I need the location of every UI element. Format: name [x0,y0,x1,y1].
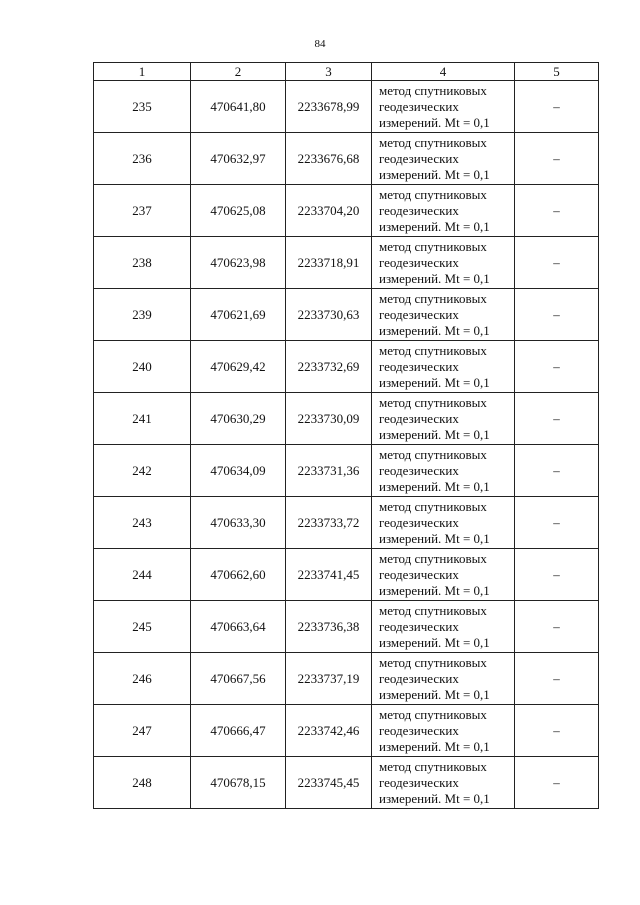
method-line-1: метод спутниковых [379,186,487,202]
point-number-cell: 238 [94,237,191,289]
method-line-3: измерений. Mt = 0,1 [379,426,490,442]
note-cell: – [515,757,599,809]
note-cell: – [515,653,599,705]
note-cell: – [515,341,599,393]
note-cell: – [515,601,599,653]
x-coordinate-cell: 470625,08 [191,185,286,237]
point-number-cell: 244 [94,549,191,601]
method-cell [372,705,515,757]
x-coordinate-cell: 470629,42 [191,341,286,393]
method-line-3: измерений. Mt = 0,1 [379,582,490,598]
x-coordinate-cell: 470623,98 [191,237,286,289]
method-cell [372,341,515,393]
method-line-2: геодезических [379,358,459,374]
column-header-4: 4 [372,63,515,81]
method-line-2: геодезических [379,566,459,582]
method-line-1: метод спутниковых [379,446,487,462]
y-coordinate-cell: 2233730,09 [286,393,372,445]
y-coordinate-cell: 2233718,91 [286,237,372,289]
method-line-3: измерений. Mt = 0,1 [379,634,490,650]
y-coordinate-cell: 2233676,68 [286,133,372,185]
y-coordinate-cell: 2233733,72 [286,497,372,549]
method-line-1: метод спутниковых [379,394,487,410]
method-cell [372,653,515,705]
method-cell [372,549,515,601]
method-line-2: геодезических [379,514,459,530]
method-line-2: геодезических [379,202,459,218]
method-cell [372,133,515,185]
table-row [94,289,599,341]
point-number-cell: 246 [94,653,191,705]
method-line-2: геодезических [379,670,459,686]
note-cell: – [515,497,599,549]
point-number-cell: 235 [94,81,191,133]
method-line-1: метод спутниковых [379,706,487,722]
note-cell: – [515,81,599,133]
x-coordinate-cell: 470641,80 [191,81,286,133]
method-line-1: метод спутниковых [379,82,487,98]
method-line-2: геодезических [379,410,459,426]
method-line-2: геодезических [379,98,459,114]
point-number-cell: 248 [94,757,191,809]
method-line-1: метод спутниковых [379,290,487,306]
method-line-2: геодезических [379,618,459,634]
y-coordinate-cell: 2233730,63 [286,289,372,341]
method-line-2: геодезических [379,722,459,738]
x-coordinate-cell: 470666,47 [191,705,286,757]
method-line-1: метод спутниковых [379,602,487,618]
y-coordinate-cell: 2233732,69 [286,341,372,393]
method-cell [372,497,515,549]
table-row [94,81,599,133]
table-row [94,653,599,705]
table-row [94,341,599,393]
y-coordinate-cell: 2233704,20 [286,185,372,237]
note-cell: – [515,445,599,497]
column-header-1: 1 [94,63,191,81]
x-coordinate-cell: 470630,29 [191,393,286,445]
table-row [94,705,599,757]
page-number: 84 [314,38,326,50]
x-coordinate-cell: 470621,69 [191,289,286,341]
method-line-1: метод спутниковых [379,238,487,254]
method-line-3: измерений. Mt = 0,1 [379,478,490,494]
table-row [94,133,599,185]
method-cell [372,445,515,497]
method-line-1: метод спутниковых [379,498,487,514]
method-line-3: измерений. Mt = 0,1 [379,270,490,286]
point-number-cell: 237 [94,185,191,237]
x-coordinate-cell: 470663,64 [191,601,286,653]
table-header-row [94,63,599,81]
y-coordinate-cell: 2233737,19 [286,653,372,705]
method-cell [372,237,515,289]
table-row [94,445,599,497]
point-number-cell: 240 [94,341,191,393]
method-line-3: измерений. Mt = 0,1 [379,530,490,546]
x-coordinate-cell: 470678,15 [191,757,286,809]
table-row [94,185,599,237]
column-header-2: 2 [191,63,286,81]
y-coordinate-cell: 2233742,46 [286,705,372,757]
column-header-5: 5 [515,63,599,81]
point-number-cell: 242 [94,445,191,497]
method-cell [372,757,515,809]
note-cell: – [515,185,599,237]
x-coordinate-cell: 470632,97 [191,133,286,185]
method-line-2: геодезических [379,150,459,166]
method-cell [372,81,515,133]
method-line-1: метод спутниковых [379,550,487,566]
y-coordinate-cell: 2233678,99 [286,81,372,133]
method-line-2: геодезических [379,254,459,270]
note-cell: – [515,237,599,289]
method-line-2: геодезических [379,774,459,790]
y-coordinate-cell: 2233745,45 [286,757,372,809]
column-header-3: 3 [286,63,372,81]
note-cell: – [515,705,599,757]
note-cell: – [515,549,599,601]
x-coordinate-cell: 470633,30 [191,497,286,549]
method-line-3: измерений. Mt = 0,1 [379,218,490,234]
point-number-cell: 236 [94,133,191,185]
point-number-cell: 239 [94,289,191,341]
method-line-1: метод спутниковых [379,758,487,774]
table-row [94,393,599,445]
note-cell: – [515,133,599,185]
point-number-cell: 247 [94,705,191,757]
table-row [94,757,599,809]
method-cell [372,185,515,237]
table-row [94,497,599,549]
table-row [94,601,599,653]
method-cell [372,289,515,341]
y-coordinate-cell: 2233741,45 [286,549,372,601]
method-line-3: измерений. Mt = 0,1 [379,166,490,182]
method-line-3: измерений. Mt = 0,1 [379,374,490,390]
method-line-3: измерений. Mt = 0,1 [379,790,490,806]
method-line-3: измерений. Mt = 0,1 [379,322,490,338]
method-cell [372,601,515,653]
method-line-2: геодезических [379,462,459,478]
x-coordinate-cell: 470634,09 [191,445,286,497]
point-number-cell: 245 [94,601,191,653]
table-row [94,237,599,289]
method-line-3: измерений. Mt = 0,1 [379,114,490,130]
method-line-1: метод спутниковых [379,654,487,670]
table-row [94,549,599,601]
method-line-3: измерений. Mt = 0,1 [379,686,490,702]
method-line-3: измерений. Mt = 0,1 [379,738,490,754]
method-cell [372,393,515,445]
x-coordinate-cell: 470667,56 [191,653,286,705]
x-coordinate-cell: 470662,60 [191,549,286,601]
y-coordinate-cell: 2233736,38 [286,601,372,653]
note-cell: – [515,289,599,341]
table-body [94,81,599,809]
y-coordinate-cell: 2233731,36 [286,445,372,497]
method-line-1: метод спутниковых [379,134,487,150]
point-number-cell: 241 [94,393,191,445]
point-number-cell: 243 [94,497,191,549]
coordinates-table [93,62,599,809]
method-line-2: геодезических [379,306,459,322]
method-line-1: метод спутниковых [379,342,487,358]
note-cell: – [515,393,599,445]
